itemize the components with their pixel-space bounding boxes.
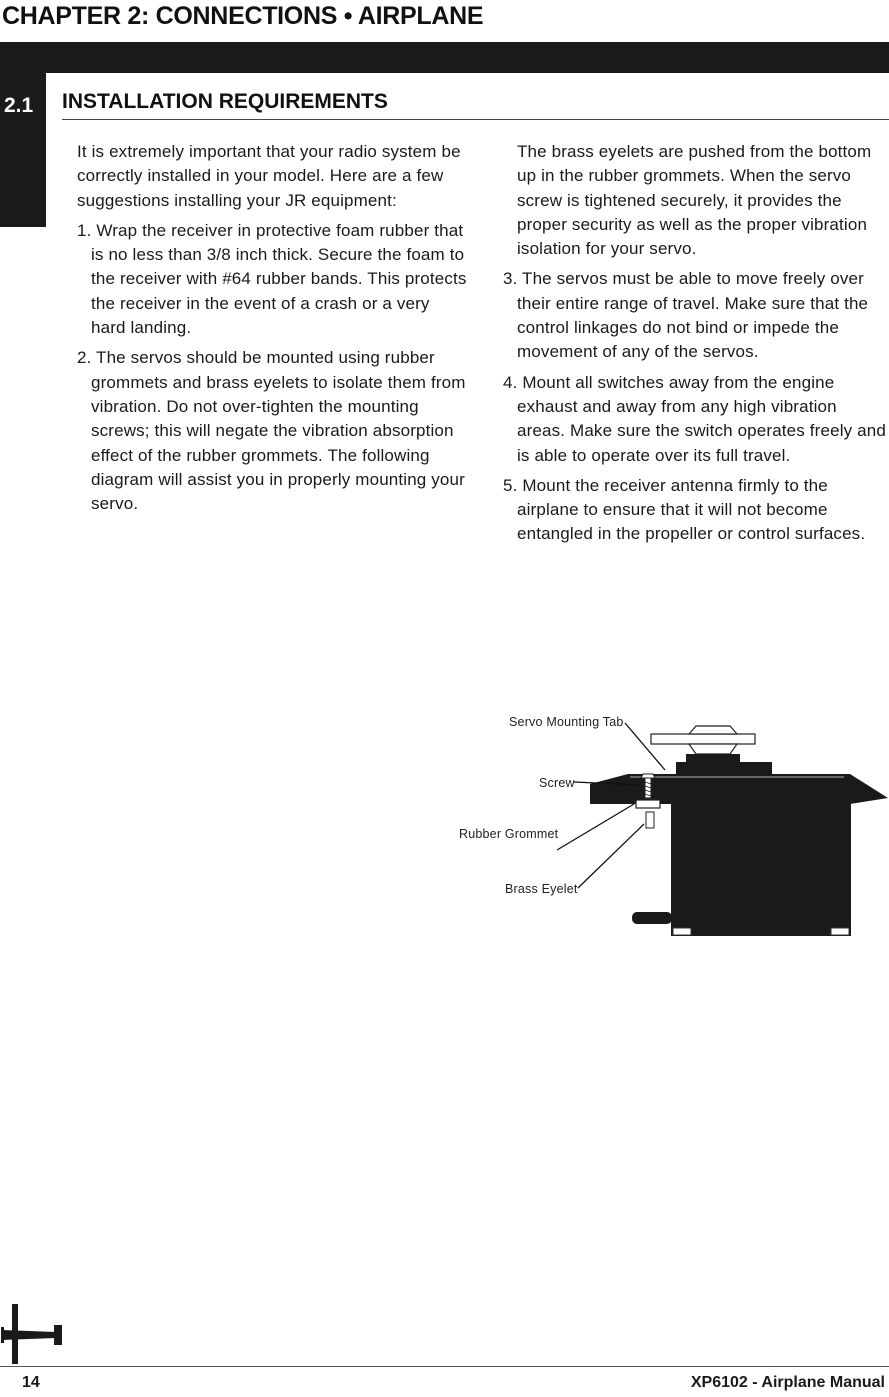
list-item-2-continued: The brass eyelets are pushed from the bottom up in the rubber grommets. When the servo screw is tightened securely, it provides the proper security as well as the proper vibration isolation for your servo. xyxy=(517,142,872,259)
label-screw: Screw xyxy=(539,776,575,790)
right-column xyxy=(503,140,887,553)
list-item-4: 4. Mount all switches away from the engine exhaust and away from any high vibration areas. Make sure the switch operates freely and is able to operate over its full travel. xyxy=(503,372,886,465)
page-number: 14 xyxy=(22,1374,40,1391)
label-brass-eyelet: Brass Eyelet xyxy=(505,882,578,896)
list-item-3: 3. The servos must be able to move freely over their entire range of travel. Make sure that the control linkages do not bind or impede the movement of any of the servos. xyxy=(503,269,869,362)
manual-title: XP6102 - Airplane Manual xyxy=(690,1374,885,1391)
chapter-title: CHAPTER 2: CONNECTIONS • AIRPLANE xyxy=(2,2,484,30)
servo-horn-base xyxy=(689,744,737,754)
servo-foot-right xyxy=(831,928,849,935)
left-column xyxy=(77,140,469,522)
section-number: 2.1 xyxy=(4,94,34,117)
list-item-2: 2. The servos should be mounted using rubber grommets and brass eyelets to isolate them from vibration. Do not over-tighten the mounting screws; this will negate the vibration absorption effect of the rubber grommets. The following diagram will assist you in properly mounting your servo. xyxy=(77,348,466,514)
servo-horn-top xyxy=(689,726,737,734)
footer-divider xyxy=(0,1366,889,1367)
section-heading: INSTALLATION REQUIREMENTS xyxy=(62,90,388,113)
servo-foot-left xyxy=(673,928,691,935)
section-divider xyxy=(62,119,889,120)
servo-mounting-diagram xyxy=(440,690,889,940)
servo-top-cap xyxy=(676,762,772,774)
eyelet-shape xyxy=(646,812,654,828)
requirements-list-right xyxy=(503,267,887,546)
airplane-icon xyxy=(0,1303,66,1365)
grommet-shape xyxy=(636,800,660,808)
label-rubber-grommet: Rubber Grommet xyxy=(459,827,559,841)
list-item-1: 1. Wrap the receiver in protective foam rubber that is no less than 3/8 inch thick. Secure the foam to the receiver with #64 rubber bands. This protects the receiver in the event of a crash or a very hard landing. xyxy=(77,220,467,338)
servo-mounting-tab-left xyxy=(590,774,628,804)
requirements-list-left xyxy=(77,219,469,517)
label-servo-mounting-tab: Servo Mounting Tab xyxy=(509,715,624,729)
chapter-bar xyxy=(0,42,889,73)
list-item-5: 5. Mount the receiver antenna firmly to the airplane to ensure that it will not become entangled in the propeller or control surfaces. xyxy=(503,475,866,544)
intro-paragraph: It is extremely important that your radio system be correctly installed in your model. Here are a few suggestions installing your JR equipment: xyxy=(77,142,461,210)
servo-horn-plate xyxy=(651,734,755,744)
servo-cable xyxy=(632,912,672,924)
servo-body xyxy=(671,778,851,936)
servo-gear-housing xyxy=(686,754,740,762)
